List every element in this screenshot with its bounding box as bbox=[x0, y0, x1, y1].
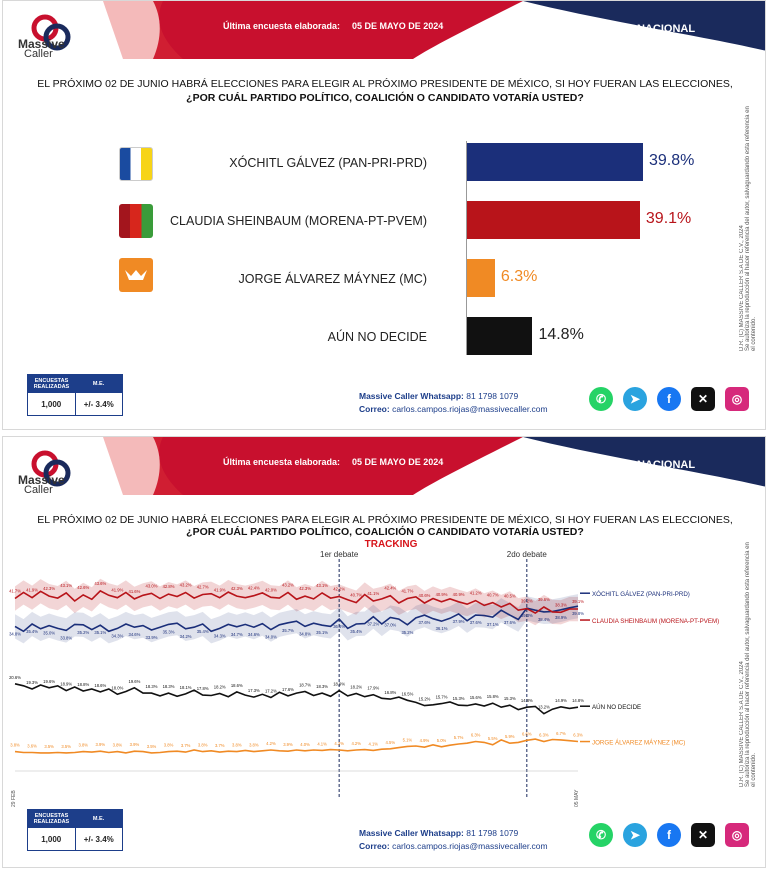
line-undecided-point-label: 14.9% bbox=[555, 697, 567, 703]
line-undecided-point-label: 17.9% bbox=[367, 685, 380, 691]
whatsapp-icon[interactable]: ✆ bbox=[589, 387, 613, 411]
line-claudia-point-label: 42.6% bbox=[77, 584, 90, 590]
line-jorge-point-label: 4.5% bbox=[385, 739, 396, 745]
line-jorge-point-label: 6.6% bbox=[522, 731, 532, 737]
line-xochitl-point-label: 37.9% bbox=[452, 618, 465, 624]
line-jorge-point-label: 3.9% bbox=[95, 742, 106, 748]
mc-logo-icon bbox=[119, 258, 153, 292]
question-line-1: EL PRÓXIMO 02 DE JUNIO HABRÁ ELECCIONES PARA ELEGIR AL PRÓXIMO PRESIDENTE DE MÉXICO, SI HOY FUERAN LAS ELECCIONES, bbox=[37, 78, 733, 90]
line-undecided-point-label: 18.0% bbox=[111, 685, 124, 691]
line-xochitl-point-label: 34.2% bbox=[179, 633, 192, 639]
line-xochitl-point-label: 35.1% bbox=[94, 630, 107, 636]
line-jorge-point-label: 5.1% bbox=[402, 737, 413, 743]
x-axis-start-label: 29 FEB bbox=[11, 790, 17, 807]
line-jorge-point-label: 3.8% bbox=[78, 742, 89, 748]
line-undecided-point-label: 15.8% bbox=[486, 694, 499, 700]
telegram-icon[interactable]: ➤ bbox=[623, 823, 647, 847]
line-jorge-point-label: 4.0% bbox=[300, 741, 310, 747]
bar-undecided-value: 14.8% bbox=[538, 326, 584, 343]
line-undecided-point-label: 15.3% bbox=[452, 696, 465, 702]
line-undecided-point-label: 18.9% bbox=[60, 681, 73, 687]
bar-xochitl-row bbox=[3, 143, 743, 183]
bar-jorge-row bbox=[3, 259, 743, 299]
line-jorge-point-label: 5.7% bbox=[453, 734, 464, 740]
line-jorge-point-label: 4.2% bbox=[266, 741, 276, 747]
survey-date: Última encuesta elaborada: 05 DE MAYO DE 2024 bbox=[223, 21, 444, 31]
line-jorge-point-label: 3.6% bbox=[27, 743, 37, 749]
line-xochitl-point-label: 35.7% bbox=[282, 627, 294, 633]
debate-label-2: 2do debate bbox=[506, 550, 547, 559]
line-claudia-point-label: 43.1% bbox=[60, 582, 73, 588]
bar-jorge bbox=[467, 259, 495, 297]
question-line-2: ¿POR CUÁL PARTIDO POLÍTICO, COALICIÓN O CANDIDATO VOTARÍA USTED? bbox=[186, 92, 584, 104]
line-claudia-point-label: 40.6% bbox=[418, 592, 431, 598]
line-undecided-point-label: 13.2% bbox=[537, 704, 550, 710]
line-xochitl-point-label: 35.3% bbox=[162, 629, 175, 635]
line-jorge-point-label: 3.8% bbox=[232, 742, 242, 748]
line-undecided-point-label: 19.6% bbox=[128, 678, 141, 684]
bar-claudia-value: 39.1% bbox=[645, 210, 692, 227]
line-claudia-point-label: 43.6% bbox=[94, 580, 107, 586]
question-line-2: ¿POR CUÁL PARTIDO POLÍTICO, COALICIÓN O CANDIDATO VOTARÍA USTED? bbox=[186, 526, 584, 538]
line-claudia-point-label: 38.3% bbox=[555, 602, 567, 608]
line-jorge-point-label: 3.5% bbox=[61, 743, 71, 749]
tracking-panel bbox=[2, 436, 766, 868]
line-jorge-point-label: 3.7% bbox=[180, 743, 191, 749]
copyright-note: D.R. (C) MASSIVE CALLER S.A DE C.V., 2024 Se autoriza la reproducción al hacer referencia del autor, salvaguardando esta referencia en el contenido. bbox=[739, 106, 757, 351]
bar-claudia-row bbox=[3, 201, 743, 241]
line-claudia-point-label: 40.5% bbox=[503, 593, 516, 599]
line-xochitl-point-label: 36.6% bbox=[333, 624, 346, 630]
whatsapp-icon[interactable]: ✆ bbox=[589, 823, 613, 847]
line-jorge-point-label: 5.9% bbox=[504, 734, 515, 740]
line-xochitl-point-label: 35.1% bbox=[316, 630, 329, 636]
morena-pt-pvem-logo-icon bbox=[119, 204, 153, 238]
bar-xochitl bbox=[467, 143, 643, 181]
line-xochitl-point-label: 35.2% bbox=[77, 629, 90, 635]
bar-undecided bbox=[467, 317, 532, 355]
line-undecided-point-label: 14.8% bbox=[572, 698, 584, 704]
survey-date: Última encuesta elaborada: 05 DE MAYO DE 2024 bbox=[223, 457, 444, 467]
tracking-line-chart bbox=[3, 535, 743, 813]
line-claudia-point-label: 42.8% bbox=[162, 584, 175, 590]
line-xochitl-point-label: 37.6% bbox=[469, 620, 482, 626]
survey-info-box: ENCUESTAS REALIZADAS M.E. 1,000 +/- 3.4% bbox=[27, 374, 123, 416]
survey-info-box: ENCUESTAS REALIZADAS M.E. 1,000 +/- 3.4% bbox=[27, 809, 123, 851]
bar-jorge-label: JORGE ÁLVAREZ MÁYNEZ (MC) bbox=[238, 272, 427, 286]
line-xochitl-point-label: 34.0% bbox=[264, 634, 277, 640]
line-xochitl-point-label: 37.0% bbox=[384, 622, 397, 628]
line-undecided-point-label: 18.9% bbox=[333, 681, 346, 687]
bar-undecided-row bbox=[3, 317, 743, 357]
line-jorge-point-label: 3.8% bbox=[249, 742, 259, 748]
line-claudia-point-label: 39.2% bbox=[520, 598, 533, 604]
line-undecided-point-label: 19.3% bbox=[26, 680, 38, 686]
x-icon[interactable]: ✕ bbox=[691, 387, 715, 411]
line-undecided-point-label: 14.8% bbox=[520, 698, 533, 704]
contact-email: Correo: carlos.campos.riojas@massivecaller.com bbox=[359, 841, 548, 851]
line-xochitl-point-label: 37.6% bbox=[418, 620, 431, 626]
line-xochitl-point-label: 35.2% bbox=[401, 629, 414, 635]
line-claudia-point-label: 42.0% bbox=[264, 587, 277, 593]
question-line-1: EL PRÓXIMO 02 DE JUNIO HABRÁ ELECCIONES PARA ELEGIR AL PRÓXIMO PRESIDENTE DE MÉXICO, SI HOY FUERAN LAS ELECCIONES, bbox=[37, 514, 733, 526]
chart-title: TRACKING bbox=[364, 539, 418, 550]
line-undecided-point-label: 15.6% bbox=[469, 694, 482, 700]
line-xochitl-point-label: 34.3% bbox=[213, 633, 226, 639]
line-undecided-point-label: 17.3% bbox=[247, 688, 260, 694]
line-undecided-point-label: 18.7% bbox=[299, 682, 311, 688]
instagram-icon[interactable]: ◎ bbox=[725, 387, 749, 411]
line-undecided-point-label: 18.6% bbox=[94, 682, 107, 688]
line-xochitl-point-label: 35.4% bbox=[350, 628, 363, 634]
line-jorge-point-label: 4.2% bbox=[334, 741, 344, 747]
region-label: NACIONAL bbox=[637, 23, 696, 35]
line-xochitl-point-label: 34.8% bbox=[9, 631, 21, 637]
line-xochitl-point-label: 37.2% bbox=[367, 621, 380, 627]
line-xochitl-point-label: 37.6% bbox=[503, 620, 516, 626]
line-undecided-point-label: 18.2% bbox=[213, 684, 226, 690]
line-xochitl-point-label: 35.0% bbox=[43, 630, 56, 636]
region-label: NACIONAL bbox=[637, 459, 696, 471]
line-undecided-point-label: 16.8% bbox=[384, 690, 397, 696]
line-xochitl-point-label: 34.7% bbox=[230, 631, 243, 637]
line-jorge-point-label: 6.3% bbox=[539, 732, 549, 738]
line-jorge-point-label: 3.8% bbox=[112, 742, 123, 748]
line-xochitl-point-label: 34.3% bbox=[111, 633, 124, 639]
bar-jorge-value: 6.3% bbox=[500, 268, 538, 285]
line-xochitl-point-label: 36.1% bbox=[435, 626, 448, 632]
line-xochitl-point-label: 35.4% bbox=[26, 628, 38, 634]
line-undecided-point-label: 18.3% bbox=[162, 684, 175, 690]
line-claudia-point-label: 39.6% bbox=[537, 597, 550, 603]
brand-name: Massive Caller bbox=[18, 473, 65, 496]
facebook-icon[interactable]: f bbox=[657, 387, 681, 411]
line-claudia-point-label: 41.6% bbox=[128, 588, 141, 594]
line-jorge-point-label: 3.5% bbox=[44, 743, 54, 749]
line-jorge-point-label: 3.5% bbox=[146, 743, 157, 749]
line-xochitl-point-label: 34.6% bbox=[128, 632, 141, 638]
line-jorge-point-label: 3.8% bbox=[197, 742, 208, 748]
line-claudia-point-label: 42.3% bbox=[43, 586, 56, 592]
line-claudia-point-label: 41.1% bbox=[367, 590, 380, 596]
line-undecided-point-label: 18.6% bbox=[230, 682, 243, 688]
line-xochitl-point-label: 37.1% bbox=[486, 622, 499, 628]
contact-whatsapp: Massive Caller Whatsapp: 81 1798 1079 bbox=[359, 391, 519, 401]
line-claudia-point-label: 43.0% bbox=[145, 583, 158, 589]
line-claudia-point-label: 41.2% bbox=[469, 590, 482, 596]
line-claudia-point-label: 42.2% bbox=[333, 586, 346, 592]
line-claudia-legend: CLAUDIA SHEINBAUM (MORENA-PT-PVEM) bbox=[592, 618, 720, 626]
line-jorge-point-label: 3.8% bbox=[10, 742, 20, 748]
results-panel bbox=[2, 0, 766, 430]
copyright-note: D.R. (C) MASSIVE CALLER S.A DE C.V., 2024 Se autoriza la reproducción al hacer referencia del autor, salvaguardando esta referencia en el contenido. bbox=[739, 542, 757, 787]
line-undecided-point-label: 18.2% bbox=[350, 684, 363, 690]
line-undecided-point-label: 15.3% bbox=[503, 696, 516, 702]
line-xochitl-point-label: 34.6% bbox=[247, 632, 260, 638]
line-claudia-point-label: 40.7% bbox=[350, 592, 363, 598]
line-claudia-point-label: 41.7% bbox=[401, 588, 414, 594]
line-jorge-point-label: 3.7% bbox=[214, 743, 225, 749]
x-axis-end-label: 05 MAY bbox=[574, 789, 580, 807]
line-xochitl-point-label: 38.4% bbox=[537, 616, 550, 622]
line-jorge-point-label: 3.9% bbox=[129, 742, 140, 748]
instagram-icon[interactable]: ◎ bbox=[725, 823, 749, 847]
contact-email: Correo: carlos.campos.riojas@massivecaller.com bbox=[359, 404, 548, 414]
line-claudia-point-label: 40.9% bbox=[452, 591, 465, 597]
line-jorge-point-label: 3.8% bbox=[163, 742, 174, 748]
line-undecided-point-label: 17.2% bbox=[264, 688, 277, 694]
line-undecided-point-label: 18.8% bbox=[77, 682, 90, 688]
bar-claudia bbox=[467, 201, 640, 239]
line-claudia-point-label: 40.7% bbox=[486, 592, 499, 598]
line-undecided-point-label: 18.3% bbox=[316, 684, 329, 690]
line-undecided-point-label: 17.6% bbox=[282, 686, 294, 692]
line-claudia-point-label: 42.3% bbox=[230, 586, 243, 592]
line-claudia-point-label: 43.2% bbox=[179, 582, 192, 588]
line-undecided-point-label: 19.6% bbox=[43, 678, 56, 684]
line-claudia-point-label: 42.7% bbox=[196, 584, 209, 590]
line-claudia-point-label: 43.2% bbox=[282, 582, 294, 588]
line-claudia-point-label: 41.7% bbox=[9, 588, 21, 594]
line-claudia-point-label: 42.3% bbox=[299, 586, 311, 592]
line-claudia-point-label: 39.1% bbox=[572, 599, 584, 605]
line-undecided-point-label: 16.5% bbox=[401, 691, 414, 697]
line-jorge-point-label: 6.7% bbox=[556, 730, 566, 736]
bar-xochitl-value: 39.8% bbox=[649, 152, 695, 169]
x-icon[interactable]: ✕ bbox=[691, 823, 715, 847]
line-claudia-point-label: 42.4% bbox=[247, 585, 260, 591]
line-claudia-point-label: 40.9% bbox=[435, 591, 448, 597]
bar-claudia-label: CLAUDIA SHEINBAUM (MORENA-PT-PVEM) bbox=[170, 214, 427, 228]
telegram-icon[interactable]: ➤ bbox=[623, 387, 647, 411]
line-jorge-point-label: 4.2% bbox=[351, 741, 361, 747]
line-xochitl-point-label: 38.9% bbox=[555, 614, 567, 620]
line-undecided-point-label: 17.8% bbox=[196, 686, 209, 692]
line-jorge-point-label: 4.9% bbox=[419, 738, 430, 744]
brand-name: Massive Caller bbox=[18, 37, 65, 60]
line-xochitl-legend: XÓCHITL GÁLVEZ (PAN-PRI-PRD) bbox=[592, 591, 690, 599]
line-undecided-point-label: 15.7% bbox=[435, 694, 448, 700]
line-undecided-point-label: 18.3% bbox=[145, 684, 158, 690]
line-undecided-point-label: 15.2% bbox=[418, 696, 431, 702]
line-claudia-point-label: 41.9% bbox=[213, 587, 226, 593]
line-undecided-point-label: 20.6% bbox=[9, 674, 21, 680]
bar-undecided-label: AÚN NO DECIDE bbox=[327, 330, 427, 344]
debate-label-1: 1er debate bbox=[320, 550, 359, 559]
line-jorge-point-label: 6.3% bbox=[470, 732, 481, 738]
line-xochitl-point-label: 39.3% bbox=[520, 613, 533, 619]
line-xochitl-point-label: 33.8% bbox=[60, 635, 73, 641]
contact-whatsapp: Massive Caller Whatsapp: 81 1798 1079 bbox=[359, 828, 519, 838]
line-xochitl-point-label: 34.8% bbox=[299, 631, 311, 637]
facebook-icon[interactable]: f bbox=[657, 823, 681, 847]
line-jorge-legend: JORGE ÁLVAREZ MÁYNEZ (MC) bbox=[592, 739, 686, 747]
line-xochitl-point-label: 39.8% bbox=[572, 611, 584, 617]
line-undecided-legend: AÚN NO DECIDE bbox=[592, 704, 642, 712]
line-claudia-point-label: 41.9% bbox=[111, 587, 124, 593]
line-claudia-point-label: 43.1% bbox=[316, 582, 329, 588]
line-jorge-point-label: 5.5% bbox=[487, 735, 498, 741]
line-jorge-point-label: 5.0% bbox=[436, 737, 447, 743]
pan-pri-prd-logo-icon bbox=[119, 147, 153, 181]
line-undecided-point-label: 18.1% bbox=[179, 684, 192, 690]
bar-xochitl-label: XÓCHITL GÁLVEZ (PAN-PRI-PRD) bbox=[229, 156, 427, 170]
line-claudia-point-label: 41.9% bbox=[26, 587, 38, 593]
line-jorge-point-label: 4.1% bbox=[317, 741, 327, 747]
line-jorge-point-label: 6.3% bbox=[573, 732, 583, 738]
line-xochitl-point-label: 35.4% bbox=[196, 628, 209, 634]
line-claudia-point-label: 42.4% bbox=[384, 585, 397, 591]
line-jorge-point-label: 4.1% bbox=[368, 741, 379, 747]
line-jorge-point-label: 3.9% bbox=[283, 742, 293, 748]
line-xochitl-point-label: 33.9% bbox=[145, 635, 158, 641]
